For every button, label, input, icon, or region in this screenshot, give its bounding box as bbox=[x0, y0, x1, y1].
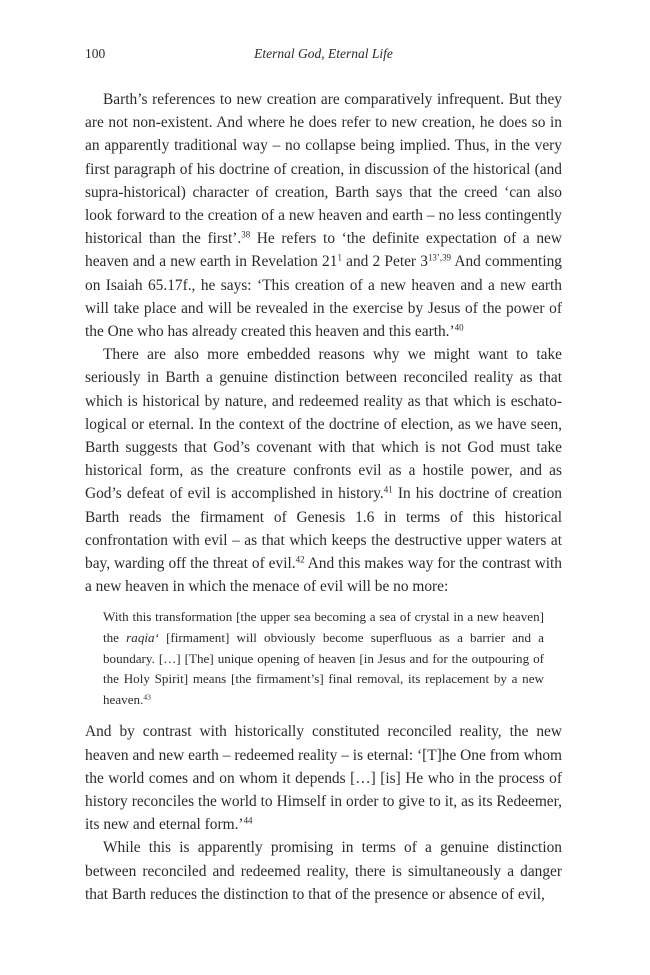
text-run: He refers to ‘the definite expectation of a new heaven and a new earth in Revelation 21 bbox=[85, 230, 562, 271]
verse-ref: 1 bbox=[337, 252, 342, 263]
paragraph-3 bbox=[85, 720, 562, 836]
paragraph-1 bbox=[85, 88, 562, 343]
running-head: Eternal God, Eternal Life bbox=[254, 46, 393, 61]
text-run: There are also more embedded reasons why we might want to take seriously in Barth a genuine distinction between reconciled reality as that which is historical by nature, and redeemed reality as that which is eschatological or eternal. In the context of the doctrine of election, as we have seen, Barth suggests that God’s covenant with that which is not God must take historical form, as the creature confronts evil as a hostile power, and as God’s defeat of evil is accomplished in history. bbox=[85, 346, 562, 503]
text-run: Barth’s references to new creation are comparatively infrequent. But they are not non-existent. And where he does refer to new creation, he does so in an apparently traditional way – no collapse being implied. Thus, in the very first paragraph of his doctrine of creation, in discussion of the historical (and supra-historical) character of creation, Barth says that the creed ‘can also look forward to the creation of a new heaven and earth – no less contingently historical than the first’. bbox=[85, 91, 562, 248]
text-run: With this transformation [the upper sea becoming a sea of crystal in a new heaven] the bbox=[103, 609, 544, 646]
text-run: [firmament] will obviously become superfluous as a barrier and a boundary. […] [The] unique opening of heaven [in Jesus and for the outpouring of the Holy Spirit] means [the firmament’s] final removal, its replacement by a new heaven. bbox=[103, 630, 544, 707]
text-run: And commenting on Isaiah 65.17f., he says: ‘This creation of a new heaven and a new earth will take place and will be revealed in the exercise by Jesus of the power of the One who has already created this heaven and this earth.’ bbox=[85, 253, 562, 341]
text-run: and 2 Peter 3 bbox=[341, 253, 428, 271]
text-run: And by contrast with historically constituted reconciled reality, the new heaven and new earth – redeemed reality – is eternal: ‘[T]he One from whom the world comes and on whom it depends […] [is] He who in the process of history reconciles the world to Himself in order to give to it, as its Redeemer, its new and eternal form.’ bbox=[85, 723, 562, 834]
footnote-ref-43: 43 bbox=[143, 692, 151, 702]
footnote-ref-44: 44 bbox=[243, 815, 253, 826]
block-quote bbox=[103, 607, 544, 710]
italic-term: raqia‘ bbox=[126, 630, 159, 646]
paragraph-2 bbox=[85, 343, 562, 598]
footnote-ref-42: 42 bbox=[295, 554, 305, 565]
body-text bbox=[85, 88, 562, 906]
page-header bbox=[85, 44, 562, 64]
text-run: In his doctrine of creation Barth reads the firmament of Genesis 1.6 in terms of this historical confrontation with evil – as that which keeps the destructive upper waters at bay, warding off the threat of evil. bbox=[85, 485, 562, 573]
paragraph-4 bbox=[85, 836, 562, 906]
footnote-ref-38: 38 bbox=[241, 229, 251, 240]
footnote-ref-40: 40 bbox=[454, 322, 464, 333]
page-number: 100 bbox=[85, 46, 106, 61]
text-run: While this is apparently promising in terms of a genuine distinction between reconciled and redeemed reality, there is simultaneously a danger that Barth reduces the distinction to that of the presence or absence of evil, bbox=[85, 839, 562, 903]
footnote-ref-39: 13’,39 bbox=[427, 252, 451, 263]
footnote-ref-41: 41 bbox=[383, 484, 393, 495]
text-run: And this makes way for the contrast with a new heaven in which the menace of evil will be no more: bbox=[85, 555, 563, 596]
